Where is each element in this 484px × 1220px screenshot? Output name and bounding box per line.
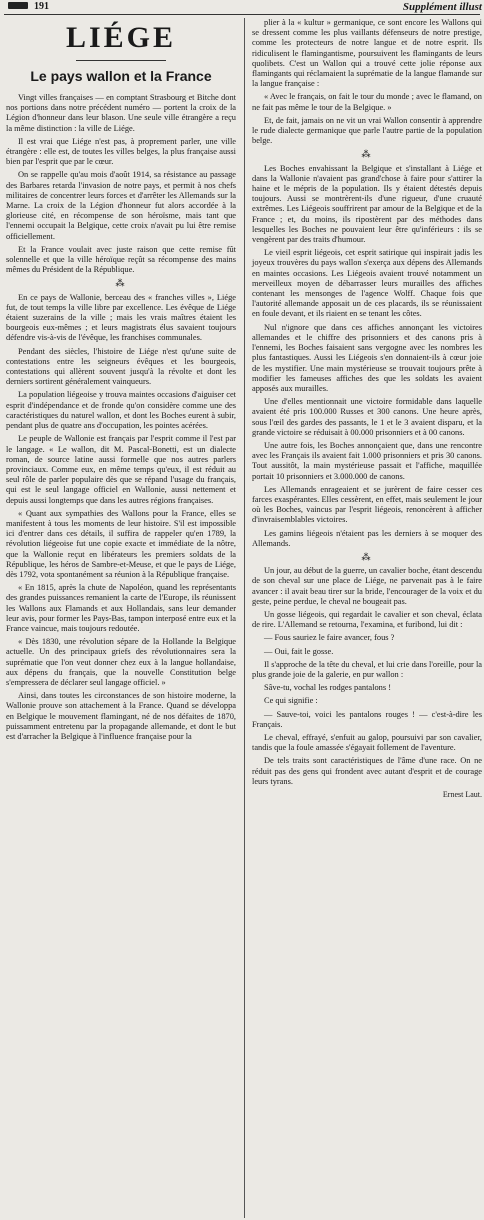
paragraph: Il est vrai que Liége n'est pas, à proprement parler, une ville étrangère : elle est, de toutes les villes belges, la plus française aussi bien par l'esprit que par le cœur.	[6, 136, 236, 167]
paragraph: Un gosse liégeois, qui regardait le cavalier et son cheval, éclata de rire. L'Allemand se retourna, l'examina, et furibond, lui dit :	[252, 609, 482, 630]
column-divider	[244, 18, 245, 1218]
left-section-1	[6, 93, 236, 275]
page-corner-mark	[8, 2, 28, 9]
running-head: Supplément illust	[402, 1, 482, 13]
paragraph: Pendant des siècles, l'histoire de Liége n'est qu'une suite de contestations entre les seigneurs évêques et les bourgeois, contestations qui allèrent souvent jusqu'à la révolte et dont les derniers sortirent généralement vainqueurs.	[6, 346, 236, 387]
paragraph: Les gamins liégeois n'étaient pas les derniers à se moquer des Allemands.	[252, 528, 482, 548]
paragraph: — Oui, fait le gosse.	[264, 646, 334, 656]
right-section-2	[252, 164, 482, 549]
article-subtitle: Le pays wallon et la France	[30, 68, 212, 84]
header-rule	[4, 14, 480, 15]
paragraph: Les Allemands enrageaient et se jurèrent de faire cesser ces farces exaspérantes. Elles cessèrent, en effet, mais seulement le jour où les Boches, vaincus par l'esprit liégeois, renoncèrent à afficher d'invraisemblables victoires.	[252, 484, 482, 525]
paragraph: Une autre fois, les Boches annonçaient que, dans une rencontre avec les Français ils avaient fait 1.000 prisonniers et pris 30 canons. Tout aussitôt, la main mystérieuse passait et l'affiche, maquillée portait 10 prisonniers et 3.000.000 de canons.	[252, 440, 482, 481]
paragraph: Une d'elles mentionnait une victoire formidable dans laquelle avaient été pris 100.000 Russes et 300 canons. Une heure après, sous l'œil des gardes des passants, le 1 et le 3 avaient disparu, et la grande victoire se réduisait à 00.000 prisonniers et à 00 canons.	[252, 397, 482, 437]
left-section-2	[6, 293, 236, 743]
paragraph: Les Boches envahissant la Belgique et s'installant à Liége et dans la Wallonie n'avaient pas grand'chose à faire pour s'attirer la haine et le mépris de la population. Ils y étaient détestés depuis toujours. Aussi se montrèrent-ils d'une rigueur, d'une cruauté extrêmes. Les Liégeois souffrirent par amour de la Belgique et de la France ; et, du moins, ils ripostèrent par des méthodes dans lesquelles les Boches ne pouvaient leur être qu'inférieurs : ils se vengèrent par des traits d'humour.	[252, 163, 482, 245]
paragraph: — Sauve-toi, voici les pantalons rouges ! — c'est-à-dire les Français.	[252, 709, 482, 729]
right-column	[252, 18, 482, 800]
paragraph: Il s'approche de la tête du cheval, et lui crie dans l'oreille, pour la plus grande joie de la galerie, en pur wallon :	[252, 659, 482, 679]
article-title: LIÉGE	[65, 21, 177, 54]
right-section-1	[252, 18, 482, 146]
paragraph: — Fous sauriez le faire avancer, fous ?	[264, 633, 395, 643]
section-separator: ⁂	[115, 278, 127, 289]
page-number: 191	[34, 1, 49, 12]
paragraph: « Quant aux sympathies des Wallons pour la France, elles se manifestent à tous les moments de leur histoire. S'il est impossible ici d'entrer dans ces détails, il suffira de rappeler qu'en 1789, la révolution liégeoise fut une copie exacte et immédiate de la nôtre, que la Wallonie reçut en libérateurs les premiers soldats de la République, les héros de Sambre-et-Meuse, et que le pays de Liége, dès 1792, vota spontanément sa réunion à la République française.	[6, 508, 236, 579]
paragraph: Et, de fait, jamais on ne vit un vrai Wallon consentir à apprendre le rude dialecte germanique que parle l'autre partie de la population belge.	[252, 115, 482, 146]
paragraph: Vingt villes françaises — en comptant Strasbourg et Bitche dont nos portions dans notre précédent numéro — portent la croix de la Légion d'honneur dans leur blason. Une seule ville étrangère a reçu la même distinction : la ville de Liége.	[6, 93, 236, 133]
paragraph: Et la France voulait avec juste raison que cette remise fût solennelle et que la ville héroïque reçût sa récompense des mains mêmes du Président de la République.	[6, 244, 236, 275]
paragraph: « En 1815, après la chute de Napoléon, quand les représentants des grandes puissances remanient la carte de l'Europe, ils réunissent les Wallons aux Flamands et aux Hollandais, sans leur demander leur avis, pour former les Pays-Bas, tampon interposé entre eux et la France vaincue, mais toujours redoutée.	[6, 583, 236, 633]
paragraph: « Dès 1830, une révolution sépare de la Hollande la Belgique actuelle. Un des principaux griefs des révolutionnaires sera la suprématie que l'on veut donner chez eux à la langue hollandaise, aux dépens du français, que la nouvelle Constitution belge s'empressera de déclarer seul langage officiel. »	[6, 637, 236, 687]
section-separator: ⁂	[361, 149, 373, 160]
right-section-3	[252, 566, 482, 787]
author-signature: Ernest Laut.	[442, 790, 482, 800]
paragraph: On se rappelle qu'au mois d'août 1914, sa résistance au passage des Barbares retarda l'invasion de notre pays, et permit à nos chefs militaires de concentrer leurs forces et d'arrêter les Allemands sur la Marne. La croix de la Légion d'honneur fut alors accordée à la glorieuse cité, en récompense de son héroïsme, mais tant que l'ennemi occupait la Belgique, cette croix n'avait pu lui être remise officiellement.	[6, 170, 236, 241]
page-header	[0, 0, 484, 14]
section-separator: ⁂	[361, 551, 373, 562]
paragraph: « Avec le français, on fait le tour du monde ; avec le flamand, on ne fait pas même le tour de la Belgique. »	[252, 92, 482, 112]
paragraph: plier à la « kultur » germanique, ce sont encore les Wallons qui se dressent comme les plus vaillants défenseurs de notre prestige, comme les protecteurs de notre langue et de notre esprit. Ils ridiculisent le flamingantisme, poursuivent les flamingants de leurs quolibets. C'est un Wallon qui a trouvé cette jolie réponse aux flamingants qui réclamaient la suprématie de la langue flamande sur la langue française :	[252, 18, 482, 89]
paragraph: Nul n'ignore que dans ces affiches annonçant les victoires allemandes et le chiffre des prisonniers et des canons pris à l'ennemi, les Boches faisaient sans vergogne avec les nombres les plus fantastiques. Aussi les Liégeois s'en donnaient-ils à cœur joie de les mystifier. Une main mystérieuse se trouvait toujours prête à modifier les fameuses affiches des que les soldats les avaient apposés aux murailles.	[252, 322, 482, 393]
paragraph: Sâve-tu, vochal les rodges pantalons !	[264, 683, 391, 693]
paragraph: De tels traits sont caractéristiques de l'âme d'une race. On ne réduit pas des gens qui frondent avec autant d'esprit et de courage leurs tyrans.	[252, 756, 482, 786]
title-rule	[76, 60, 166, 61]
paragraph: Ainsi, dans toutes les circonstances de son histoire moderne, la Wallonie prouve son attachement à la France. Quand se développa en Belgique le mouvement flamingant, né de nos défaites de 1870, puissamment entretenu par la propagande allemande, et dont le but est d'arracher la Belgique à l'influence française pour la	[6, 691, 236, 741]
paragraph: Ce qui signifie :	[264, 696, 318, 706]
left-column	[6, 18, 236, 745]
paragraph: La population liégeoise y trouva maintes occasions d'aiguiser cet esprit d'indépendance et de fronde qu'on considère comme une des caractéristiques du naturel wallon, et dont les Boches eurent à subir, pendant plus de quatre ans d'occupation, les pointes acérées.	[6, 390, 236, 431]
paragraph: Le vieil esprit liégeois, cet esprit satirique qui inspirait jadis les joyeux trouvères du pays wallon s'exerça aux dépens des Allemands en maintes occasions. Les Liégeois avaient trouvé notamment un merveilleux moyen de débarrasser leurs murailles des affiches contenant les mensonges de l'agence Wolff. Chaque fois que l'autorité allemande apposait un de ces placards, ils se réunissaient en foule devant, et ils riaient en se tenant les côtes.	[252, 248, 482, 319]
paragraph: Un jour, au début de la guerre, un cavalier boche, étant descendu de son cheval sur une place de Liége, ne parvenait pas à le faire avancer : il avait beau tirer sur la bride, l'encourager de la voix et du geste, peine perdue, le cheval ne bougeait pas.	[252, 566, 482, 606]
paragraph: Le cheval, effrayé, s'enfuit au galop, poursuivi par son cavalier, tandis que la foule amassée s'égayait follement de l'aventure.	[252, 733, 482, 753]
paragraph: En ce pays de Wallonie, berceau des « franches villes », Liége fut, de tout temps la ville libre par excellence. Les évêque de Liége étaient suzerains de la ville ; mais les vrais maîtres étaient les bourgeois eux-mêmes ; et leurs magistrats élus savaient toujours défendre vis-à-vis de l'évêque, les franchises communales.	[6, 292, 236, 343]
paragraph: Le peuple de Wallonie est français par l'esprit comme il l'est par le langage. « Le wallon, dit M. Pascal-Bonetti, est un dialecte roman, de source latine aussi formelle que nos autres parlers provinciaux. Comme eux, en même temps qu'eux, il est réduit au seul rôle de parler populaire dès que se répand l'usage du français, qui est le seul langage officiel en Wallonie, aussi nettement et depuis aussi longtemps que dans les autres régions françaises.	[6, 434, 236, 505]
